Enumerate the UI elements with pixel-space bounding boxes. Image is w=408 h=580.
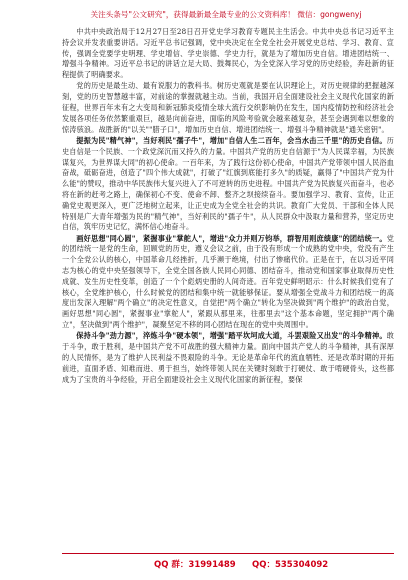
paragraph-1 — [62, 27, 394, 81]
paragraph-3 — [62, 136, 394, 233]
paragraph-text: 历史自信是一个民族、一个政党深沉而又持久的力量。中国共产党的历史自信源于"为人民谋幸福，为民族谋复兴，为世界谋大同"的初心使命。一百年来，为了践行这份初心使命，中国共产党带领中国人民浴血奋战，砥砺奋进，创造了"四个伟大成就"，打破了"红旗到底能打多久"的质疑，赢得了"中国共产党为什么能"的赞叹，推动中华民族伟大复兴进入了不可逆转的历史进程。中国共产党为民族复兴而奋斗，也必将在新的赶考之路上，确保初心不变、使命不卸、整齐之坝接续奋斗。要加强学习、教育、宣传，让正确党史观更深入，更广泛地树立起来，让正史成为全党全社会的共识。教育广大党员、干部和全体人民特别是广大青年增强为民的"精气神"，当好利民的"孺子牛"，从人民群众中汲取力量和营养，坚定历史自信，筑牢历史记忆，满怀信心地奋斗。 — [62, 135, 394, 232]
qq-group-number: QQ 群：31991489 — [154, 560, 236, 570]
paragraph-4 — [62, 234, 394, 331]
paragraph-text: 中共中央政治局于12月27日至28日召开党史学习教育专题民主生活会。中共中央总书记习近平主持会议并发表重要讲话。习近平总书记强调，党中央决定在全党全社会开展党史总结、学习、教育、宣传，强调全党要学史明理、学史增信、学史崇德、学史力行，就是为了增加历史自信。增进团结统一、增强斗争精神。习近平总书记的讲话立足大局、鼓舞民心，为全党深入学习党的历史经验，奔赴新的征程提供了明确要求。 — [62, 27, 394, 80]
paragraph-text: 党的历史是最生动、最有说服力的教科书。树历史观就是要在认识理论上，对历史规律的把握越深刻，党的历史智慧越丰富，对前途的掌握就越主动。当前，我国开启全面建设社会主义现代化国家的新征程，世界百年未有之大变局和新冠肺炎疫情全球大流行交织影响仍在发生，国内疫情防控和经济社会发展各项任务依然繁重艰巨，越是向前奋进，面临的风险考验就会越来越复杂，甚至会遇到难以想象的惊涛骇浪。战胜新的"以关""腊子口"，增加历史自信、增进团结统一、增强斗争精神就是"通关密钥"。 — [62, 81, 394, 134]
paragraph-lead: 保持斗争"劲力源"，淬炼斗争"硬本领"，增强"踏平坎坷成大道，斗罢艰险又出发"的斗争精神。 — [76, 331, 387, 341]
paragraph-text: 党的团结统一是党的生命，回顾党的历史，遵义会议之前，由于没有形成一个成熟的党中央，党没有产生一个全党公认的核心，中国革命几经挫折，几乎濒于绝境，付出了惨痛代价。正是在于，在以习近平同志为核心的党中央坚强领导下，全党全国各族人民同心同德、团结奋斗，推动党和国家事业取得历史性成就、发生历史性变革，创造了一个个彪炳史册的人间奇迹。百年党史鲜明昭示：什么时候我们党有了核心，全党维护核心，什么时候党的团结和集中统一就能够保证。要从增强全党战斗力和团结统一的高度出发深入理解"两个确立"的决定性意义，自觉把"两个确立"转化为坚决做到"两个维护"的政治自觉，画好思想"同心圆"，紧握事业"掌舵人"，紧跟从那里来，往那里去"这个基本命题，坚定拥护"两个确立"，坚决做到"两个维护"，凝聚坚定不移的同心团结在现在的党中央周围中。 — [62, 233, 394, 330]
paragraph-lead: 提振为民"精气神"，当好利民"孺子牛"，增加"自信人生二百年，会当水击三千里"的历史自信。 — [76, 135, 387, 145]
article-body — [62, 27, 394, 550]
paragraph-lead: 画好思想"同心圆"，紧握事业"掌舵人"，增进"众力并则万钧举，群智用则庶绩康"的团结统一。 — [76, 233, 387, 243]
paragraph-5 — [62, 331, 394, 385]
paragraph-2 — [62, 81, 394, 135]
header-banner[interactable] — [58, 9, 394, 23]
qq-number: QQ：535304092 — [252, 560, 329, 570]
footer-contact — [62, 553, 394, 570]
paragraph-text: 敢于斗争，敢于胜利，是中国共产党不可战胜的强大精神力量。面向中国共产党人的斗争精神，具有深厚的人民情怀，是为了维护人民利益不畏艰险的斗争。无论是革命年代的流血牺牲、还是改革时期的开拓前进，直面矛盾、知难而进、勇于担当，始终带领人民在关键时刻敢于打硬仗、敢于啃硬骨头，这些都成为了宝贵的斗争经验，开启全面建设社会主义现代化国家的新征程，要保 — [62, 331, 394, 384]
header-banner-link[interactable]: 关注头条号"公文研究"，获得最新最全最专业的公文资料库！ 微信：gongwenyj — [90, 10, 362, 19]
